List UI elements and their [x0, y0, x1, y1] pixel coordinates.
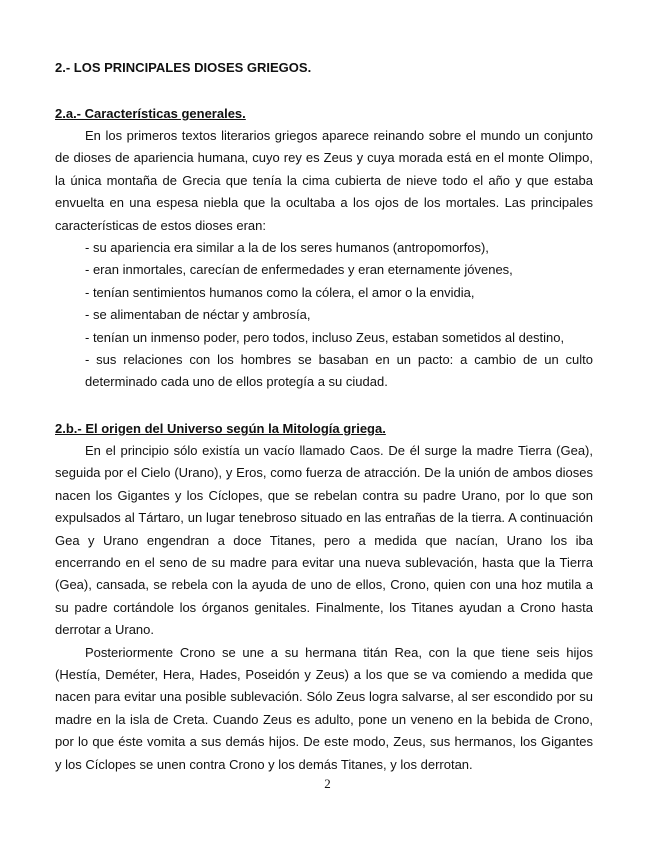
list-item: - su apariencia era similar a la de los seres humanos (antropomorfos), [85, 240, 489, 256]
section-a-intro: En los primeros textos literarios griegos aparece reinando sobre el mundo un conjunto de dioses de apariencia humana, cuyo rey es Zeus y cuya morada está en el monte Olimpo, la única montaña de Grecia que tenía la cima cubierta de nieve todo el año y que estaba envuelta en una espesa niebla que la ocultaba a los ojos de los mortales. Las principales características de estos dioses eran: [55, 128, 593, 233]
list-item: - tenían un inmenso poder, pero todos, incluso Zeus, estaban sometidos al destino, [85, 329, 565, 345]
characteristics-list [55, 237, 593, 394]
section-b-paragraph-1: En el principio sólo existía un vacío llamado Caos. De él surge la madre Tierra (Gea), seguida por el Cielo (Urano), y Eros, como fuerza de atracción. De la unión de ambos dioses nacen los Gigantes y los Cíclopes, que se rebelan contra su padre Urano, por lo que son expulsados al Tártaro, un lugar tenebroso situado en las entrañas de la tierra. A continuación Gea y Urano engendran a doce Titanes, pero a medida que nacían, Urano los iba encerrando en el seno de su madre para evitar una nueva sublevación, hasta que la Tierra (Gea), cansada, se rebela con la ayuda de uno de ellos, Crono, quien con una hoz mutila a su padre cortándole los órganos genitales. Finalmente, los Titanes ayudan a Crono hasta derrotar a Urano. [55, 442, 593, 638]
document-page [55, 57, 593, 776]
spacer [55, 394, 593, 418]
list-item: - se alimentaban de néctar y ambrosía, [85, 307, 311, 323]
section-b-title: 2.b.- El origen del Universo según la Mitología griega. [55, 420, 386, 436]
section-a-title: 2.a.- Características generales. [55, 106, 246, 121]
list-item: - sus relaciones con los hombres se basaban en un pacto: a cambio de un culto determinado cada uno de ellos protegía a su ciudad. [85, 352, 593, 390]
spacer [55, 79, 593, 103]
page-heading: 2.- LOS PRINCIPALES DIOSES GRIEGOS. [55, 60, 312, 75]
list-item: - eran inmortales, carecían de enfermedades y eran eternamente jóvenes, [85, 262, 513, 278]
section-b-paragraph-2: Posteriormente Crono se une a su hermana titán Rea, con la que tiene seis hijos (Hestía, Deméter, Hera, Hades, Poseidón y Zeus) a los que se va comiendo a medida que nacen para evitar una posible sublevación. Sólo Zeus logra salvarse, al ser escondido por su madre en la isla de Creta. Cuando Zeus es adulto, pone un veneno en la bebida de Crono, por lo que éste vomita a sus demás hijos. De este modo, Zeus, sus hermanos, los Gigantes y los Cíclopes se unen contra Crono y los demás Titanes, y los derrotan. [55, 644, 593, 772]
page-number: 2 [324, 776, 331, 791]
list-item: - tenían sentimientos humanos como la cólera, el amor o la envidia, [85, 284, 475, 300]
